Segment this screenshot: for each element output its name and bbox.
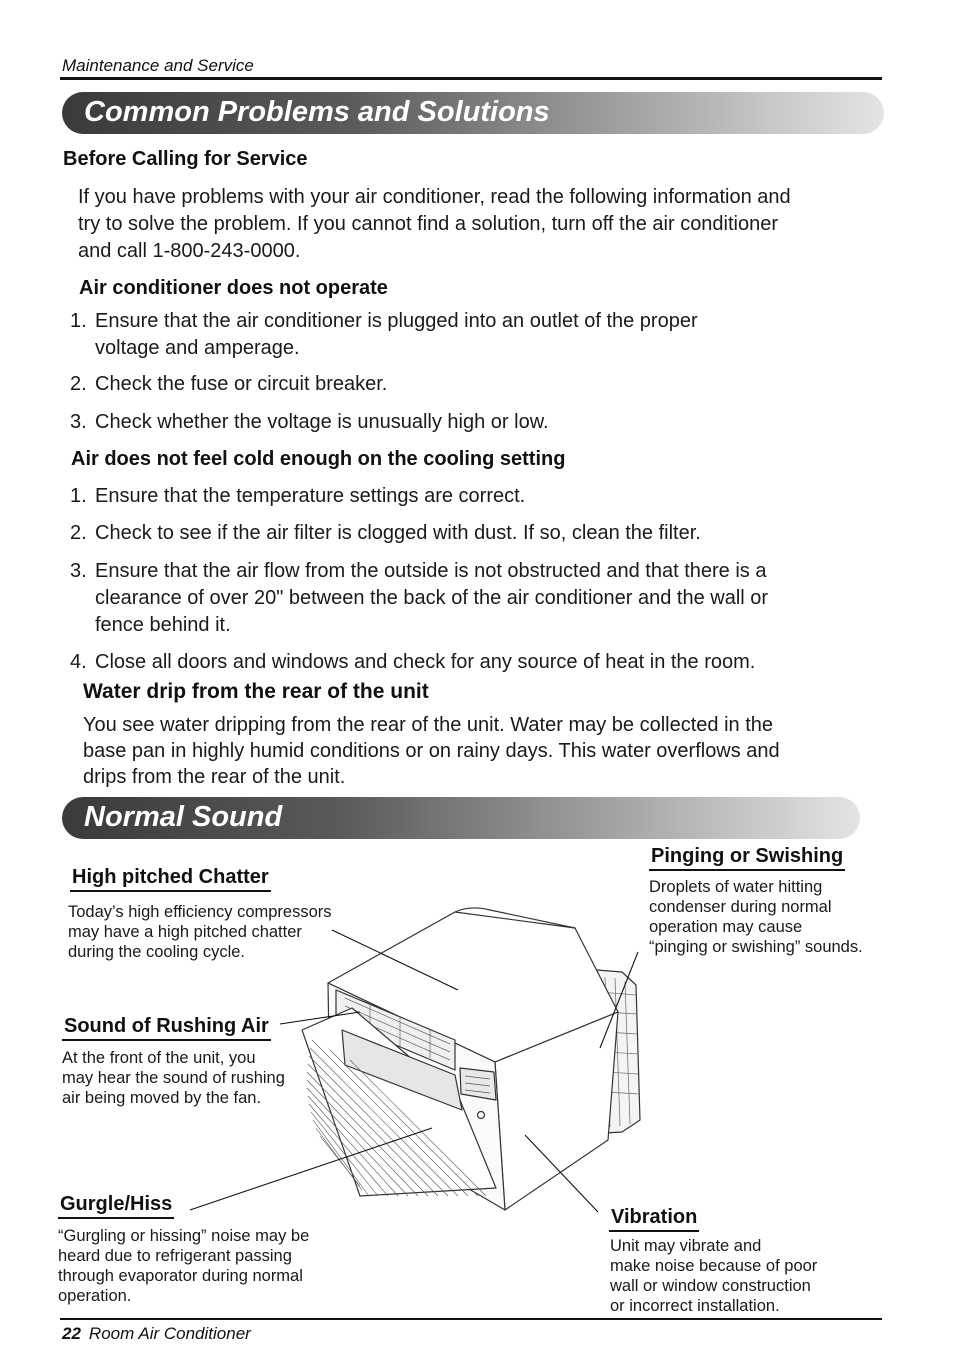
list-item [70, 649, 890, 677]
footer-rule [60, 1318, 882, 1320]
text-line: If you have problems with your air conditioner, read the following information and [78, 186, 791, 208]
text-line: try to solve the problem. If you cannot find a solution, turn off the air conditioner [78, 213, 779, 235]
text-line: during the cooling cycle. [68, 943, 246, 961]
text-line: “pinging or swishing” sounds. [649, 938, 863, 956]
pinging-title: Pinging or Swishing [649, 845, 845, 871]
text-line: Today’s high efficiency compressors [68, 903, 332, 921]
list-item [70, 558, 890, 642]
item-text [95, 558, 768, 639]
gurgle-hiss-description [58, 1226, 348, 1306]
vibration-description [610, 1236, 860, 1316]
text-line: operation may cause [649, 918, 803, 936]
item-text: Close all doors and windows and check for any source of heat in the room. [95, 651, 756, 673]
footer-title: Room Air Conditioner [88, 1324, 251, 1343]
text-line: Droplets of water hitting [649, 878, 823, 896]
text-line: operation. [58, 1287, 132, 1305]
chatter-title: High pitched Chatter [70, 866, 271, 892]
gurgle-hiss-title: Gurgle/Hiss [58, 1193, 174, 1219]
header-rule [60, 77, 882, 80]
text-line: Unit may vibrate and [610, 1237, 762, 1255]
list-item [70, 308, 850, 364]
item-number: 2. [70, 522, 87, 544]
item-text: Check whether the voltage is unusually high or low. [95, 411, 549, 433]
pinging-description [649, 877, 889, 957]
text-line: wall or window construction [610, 1277, 811, 1295]
text-line: condenser during normal [649, 898, 832, 916]
problems-title: Common Problems and Solutions [84, 96, 550, 128]
water-drip-text [83, 712, 883, 790]
list-item [70, 483, 870, 511]
item-text: Ensure that the temperature settings are correct. [95, 485, 526, 507]
not-operate-heading: Air conditioner does not operate [79, 277, 388, 299]
before-calling-text [78, 184, 898, 265]
problems-banner [62, 92, 884, 134]
text-line: Ensure that the air conditioner is plugged into an outlet of the proper [95, 310, 698, 332]
text-line: make noise because of poor [610, 1257, 818, 1275]
normal-sound-banner [62, 797, 860, 839]
page-footer [62, 1324, 251, 1344]
text-line: fence behind it. [95, 614, 231, 636]
list-item [70, 520, 870, 548]
text-line: and call 1-800-243-0000. [78, 240, 301, 262]
vibration-title: Vibration [609, 1206, 699, 1232]
water-drip-heading: Water drip from the rear of the unit [83, 680, 429, 703]
text-line: base pan in highly humid conditions or on rainy days. This water overflows and [83, 740, 780, 762]
text-line: Ensure that the air flow from the outside is not obstructed and that there is a [95, 560, 767, 582]
item-text: Check to see if the air filter is clogged with dust. If so, clean the filter. [95, 522, 701, 544]
normal-sound-title: Normal Sound [84, 801, 283, 833]
list-item [70, 409, 850, 437]
text-line: heard due to refrigerant passing [58, 1247, 292, 1265]
section-label: Maintenance and Service [62, 56, 254, 75]
page-number: 22 [62, 1324, 81, 1343]
text-line: clearance of over 20" between the back of the air conditioner and the wall or [95, 587, 769, 609]
item-number: 3. [70, 411, 87, 433]
text-line: may have a high pitched chatter [68, 923, 302, 941]
text-line: drips from the rear of the unit. [83, 766, 346, 788]
item-number: 3. [70, 560, 87, 582]
text-line: air being moved by the fan. [62, 1089, 262, 1107]
chatter-description [68, 902, 368, 962]
item-number: 4. [70, 651, 87, 673]
item-number: 2. [70, 373, 87, 395]
item-text: Check the fuse or circuit breaker. [95, 373, 388, 395]
text-line: may hear the sound of rushing [62, 1069, 285, 1087]
text-line: voltage and amperage. [95, 337, 300, 359]
not-cold-heading: Air does not feel cold enough on the cooling setting [71, 448, 566, 470]
text-line: through evaporator during normal [58, 1267, 303, 1285]
text-line: or incorrect installation. [610, 1297, 780, 1315]
text-line: You see water dripping from the rear of the unit. Water may be collected in the [83, 714, 773, 736]
rushing-air-title: Sound of Rushing Air [62, 1015, 271, 1041]
text-line: At the front of the unit, you [62, 1049, 256, 1067]
item-number: 1. [70, 310, 87, 332]
text-line: “Gurgling or hissing” noise may be [58, 1227, 310, 1245]
list-item [70, 371, 850, 399]
rushing-air-description [62, 1048, 312, 1108]
item-number: 1. [70, 485, 87, 507]
before-calling-heading: Before Calling for Service [63, 148, 308, 170]
item-text [95, 308, 698, 362]
